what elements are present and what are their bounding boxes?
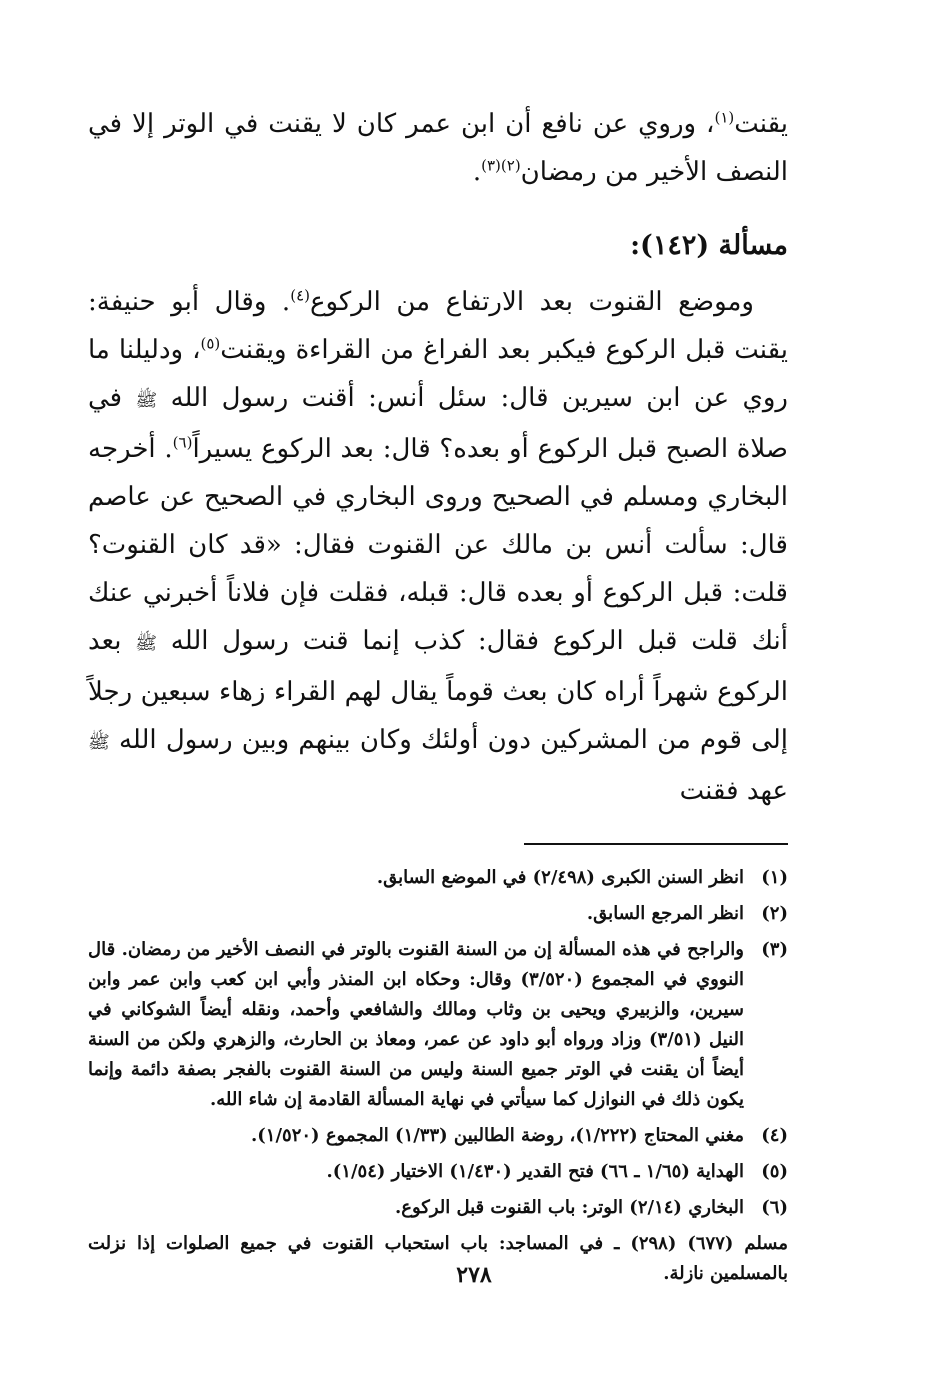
footnote-text: مغني المحتاج (١/٢٢٢)، روضة الطالبين (١/٣٣) المجموع (١/٥٢٠). <box>250 1125 744 1146</box>
footnote-ref-2-3[interactable]: (٢)(٣) <box>481 156 521 175</box>
footnote-number: (١) <box>761 867 788 888</box>
intro-paragraph <box>88 100 788 196</box>
footnote-item <box>88 1193 788 1223</box>
footnotes-section <box>88 863 788 1289</box>
footnote-number: (٦) <box>761 1197 788 1218</box>
page-content <box>88 100 788 1295</box>
intro-text-2: ، وروي عن نافع أن ابن عمر كان لا يقنت في الوتر إلا في النصف الأخير من رمضان <box>88 109 788 187</box>
intro-text-3: . <box>472 157 482 187</box>
main-text-1: وموضع القنوت بعد الارتفاع من الركوع <box>309 287 754 317</box>
main-text-3: ، ودليلنا ما روي عن ابن سيرين قال: سئل أنس: أقنت رسول الله <box>88 335 788 413</box>
main-text-2: . وقال أبو حنيفة: يقنت قبل الركوع فيكبر بعد الفراغ من القراءة ويقنت <box>88 287 789 365</box>
footnote-continuation: مسلم (٦٧٧) (٢٩٨) ـ في المساجد: باب استحباب القنوت في جميع الصلوات إذا نزلت بالمسلمين نازلة. <box>88 1233 788 1284</box>
footnote-number: (٤) <box>761 1125 788 1146</box>
footnote-ref-5[interactable]: (٥) <box>200 334 221 353</box>
salla-glyph: ﷺ <box>88 732 110 753</box>
footnote-item <box>88 1121 788 1151</box>
page-number: ٢٧٨ <box>456 1262 492 1288</box>
footnote-number: (٢) <box>761 903 788 924</box>
main-text-5: . أخرجه البخاري ومسلم في الصحيح وروى البخاري في الصحيح عن عاصم قال: سألت أنس بن مالك عن القنوت فقال: «قد كان القنوت؟ قلت: قبل الركوع أو بعده قال: قبله، فقلت فإن فلاناً أخبرني عنك أنك قلت قبل الركوع فقال: كذب إنما قنت رسول الله <box>88 434 788 656</box>
footnote-number: (٣) <box>761 939 788 960</box>
footnote-item <box>88 863 788 893</box>
issue-heading: مسألة (١٤٢): <box>630 230 788 261</box>
salla-glyph: ﷺ <box>135 633 157 654</box>
footnote-text: البخاري (٢/١٤) الوتر: باب القنوت قبل الركوع. <box>394 1197 744 1218</box>
footnote-text: انظر السنن الكبرى (٢/٤٩٨) في الموضع السابق. <box>376 867 744 888</box>
footnote-ref-4[interactable]: (٤) <box>290 286 310 305</box>
salla-glyph: ﷺ <box>135 390 158 411</box>
footnote-item <box>88 1157 788 1187</box>
footnote-item <box>88 899 788 929</box>
footnote-text: انظر المرجع السابق. <box>586 903 744 924</box>
footnote-ref-6[interactable]: (٦) <box>172 433 193 452</box>
footnote-text: والراجح في هذه المسألة إن من السنة القنوت بالوتر في النصف الأخير من رمضان. قال النووي في المجموع (٣/٥٢٠) وقال: وحكاه ابن المنذر وأبي ابن كعب وابن عمر وابن سيرين، والزبيري ويحيى بن وثاب ومالك والشافعي وأحمد، ونقله أيضاً الشوكاني في النيل (٣/٥١) وزاد ورواه أبو داود عن عمر، ومعاذ بن الحارث، والزهري ولكن من السنة أيضاً أن يقنت في الوتر جميع السنة وليس من السنة القنوت بالفجر بصفة دائمة وإنما يكون ذلك في النوازل كما سيأتي في نهاية المسألة القادمة إن شاء الله. <box>88 939 744 1110</box>
footnote-ref-1[interactable]: (١) <box>714 108 735 127</box>
footnote-divider <box>524 843 788 845</box>
footnote-text: الهداية (١/٦٥ ـ ٦٦) فتح القدير (١/٤٣٠) الاختيار (١/٥٤). <box>326 1161 744 1182</box>
main-paragraph <box>88 278 788 815</box>
footnote-number: (٥) <box>761 1161 788 1182</box>
intro-text-1: يقنت <box>734 109 788 139</box>
main-text-6: بعد الركوع شهراً أراه كان بعث قوماً يقال لهم القراء زهاء سبعين رجلاً إلى قوم من المشركين دون أولئك وكان بينهم وبين رسول الله <box>88 626 788 755</box>
footnote-item <box>88 935 788 1115</box>
main-text-7: عهد فقنت <box>679 776 788 806</box>
main-text-4: في صلاة الصبح قبل الركوع أو بعده؟ قال: بعد الركوع يسيراً <box>88 383 788 464</box>
